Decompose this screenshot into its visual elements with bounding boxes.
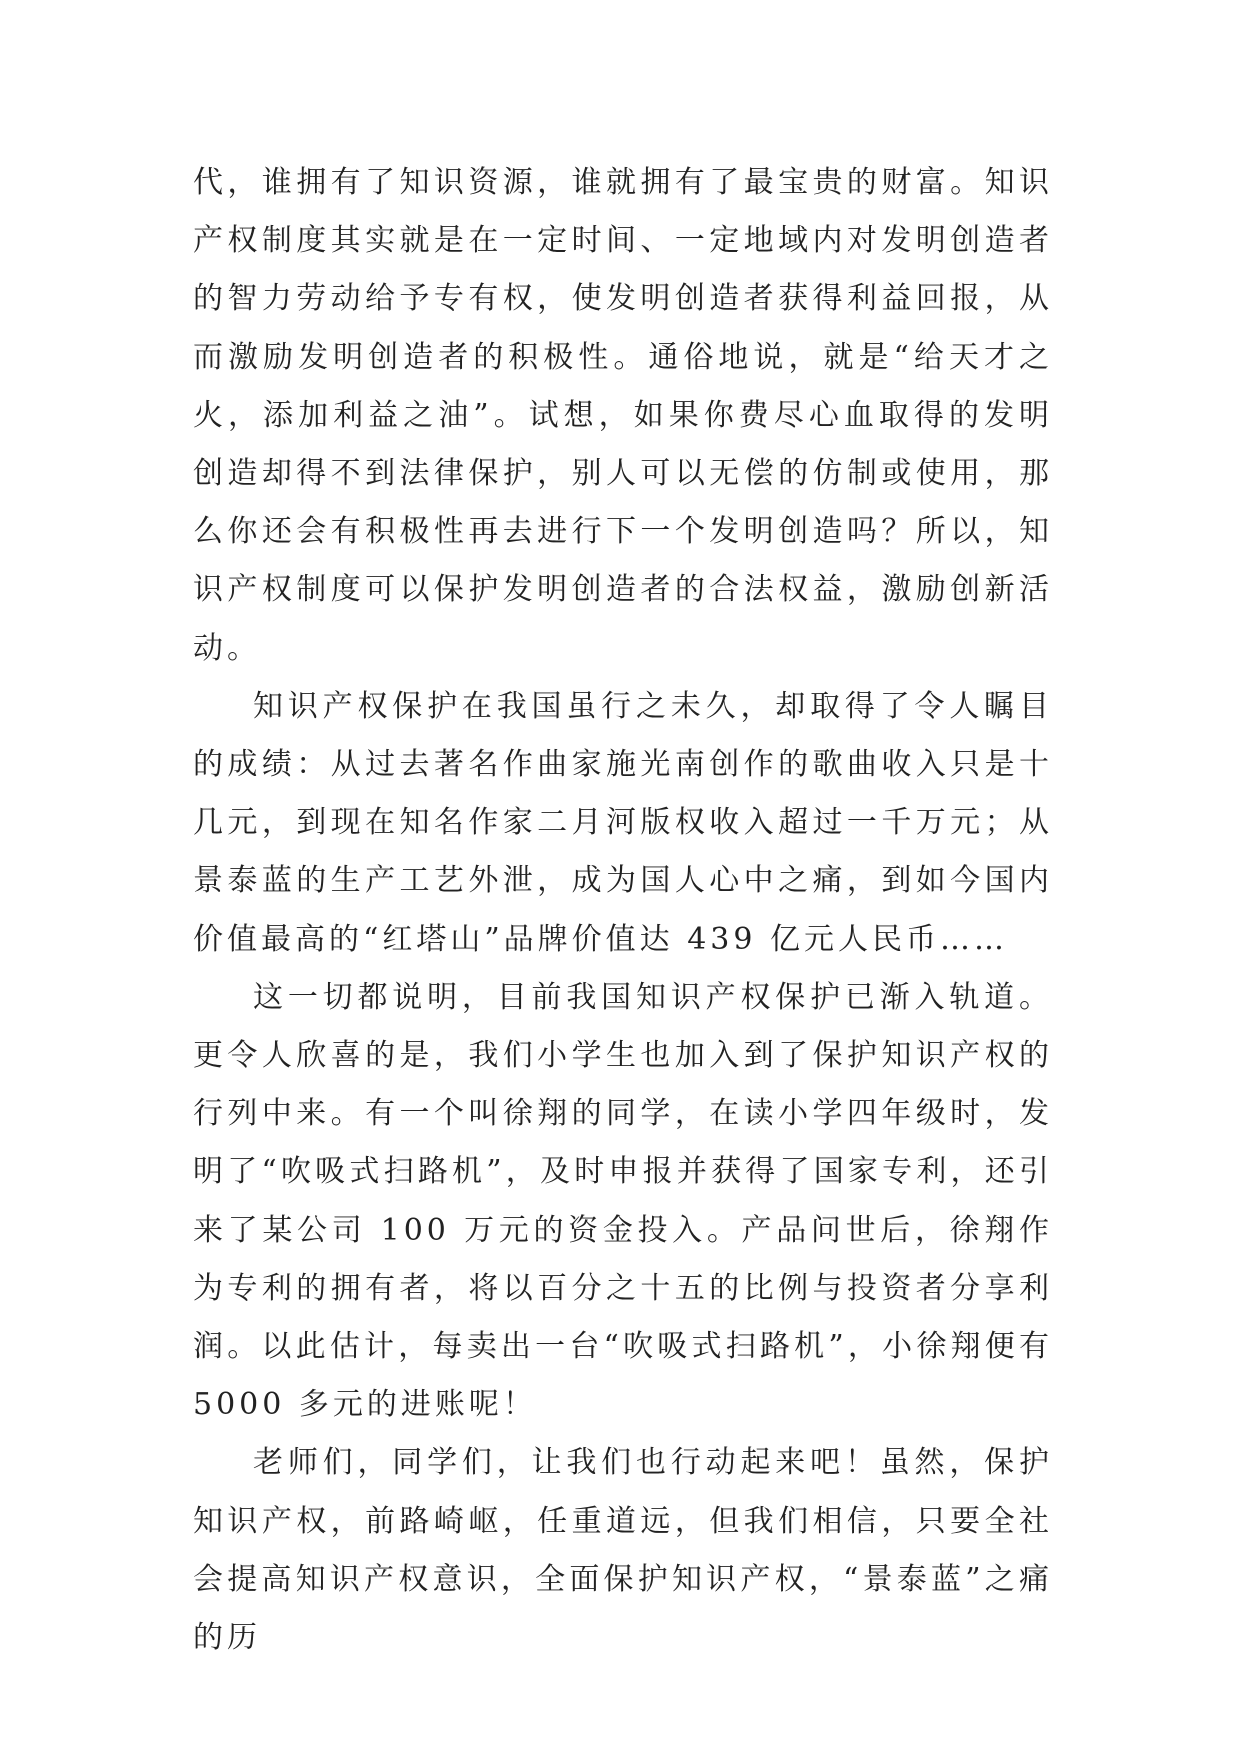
- paragraph-student-invention: 这一切都说明，目前我国知识产权保护已渐入轨道。更令人欣喜的是，我们小学生也加入到了保护知识产权的行列中来。有一个叫徐翔的同学，在读小学四年级时，发明了“吹吸式扫路机”，及时申报并获得了国家专利，还引来了某公司 100 万元的资金投入。产品问世后，徐翔作为专利的拥有者，将以百分之十五的比例与投资者分享利润。以此估计，每卖出一台“吹吸式扫路机”，小徐翔便有 5000 多元的进账呢！: [193, 979, 1053, 1423]
- body-text: [193, 154, 1053, 1667]
- paragraph-ip-achievements: 知识产权保护在我国虽行之未久，却取得了令人瞩目的成绩：从过去著名作曲家施光南创作的歌曲收入只是十几元，到现在知名作家二月河版权收入超过一千万元；从景泰蓝的生产工艺外泄，成为国人心中之痛，到如今国内价值最高的“红塔山”品牌价值达 439 亿元人民币……: [193, 688, 1053, 957]
- paragraph-continuation: 代，谁拥有了知识资源，谁就拥有了最宝贵的财富。知识产权制度其实就是在一定时间、一定地域内对发明创造者的智力劳动给予专有权，使发明创造者获得利益回报，从而激励发明创造者的积极性。通俗地说，就是“给天才之火，添加利益之油”。试想，如果你费尽心血取得的发明创造却得不到法律保护，别人可以无偿的仿制或使用，那么你还会有积极性再去进行下一个发明创造吗？所以，知识产权制度可以保护发明创造者的合法权益，激励创新活动。: [193, 165, 1053, 666]
- paragraph-call-to-action: 老师们，同学们，让我们也行动起来吧！虽然，保护知识产权，前路崎岖，任重道远，但我们相信，只要全社会提高知识产权意识，全面保护知识产权，“景泰蓝”之痛的历: [193, 1445, 1053, 1656]
